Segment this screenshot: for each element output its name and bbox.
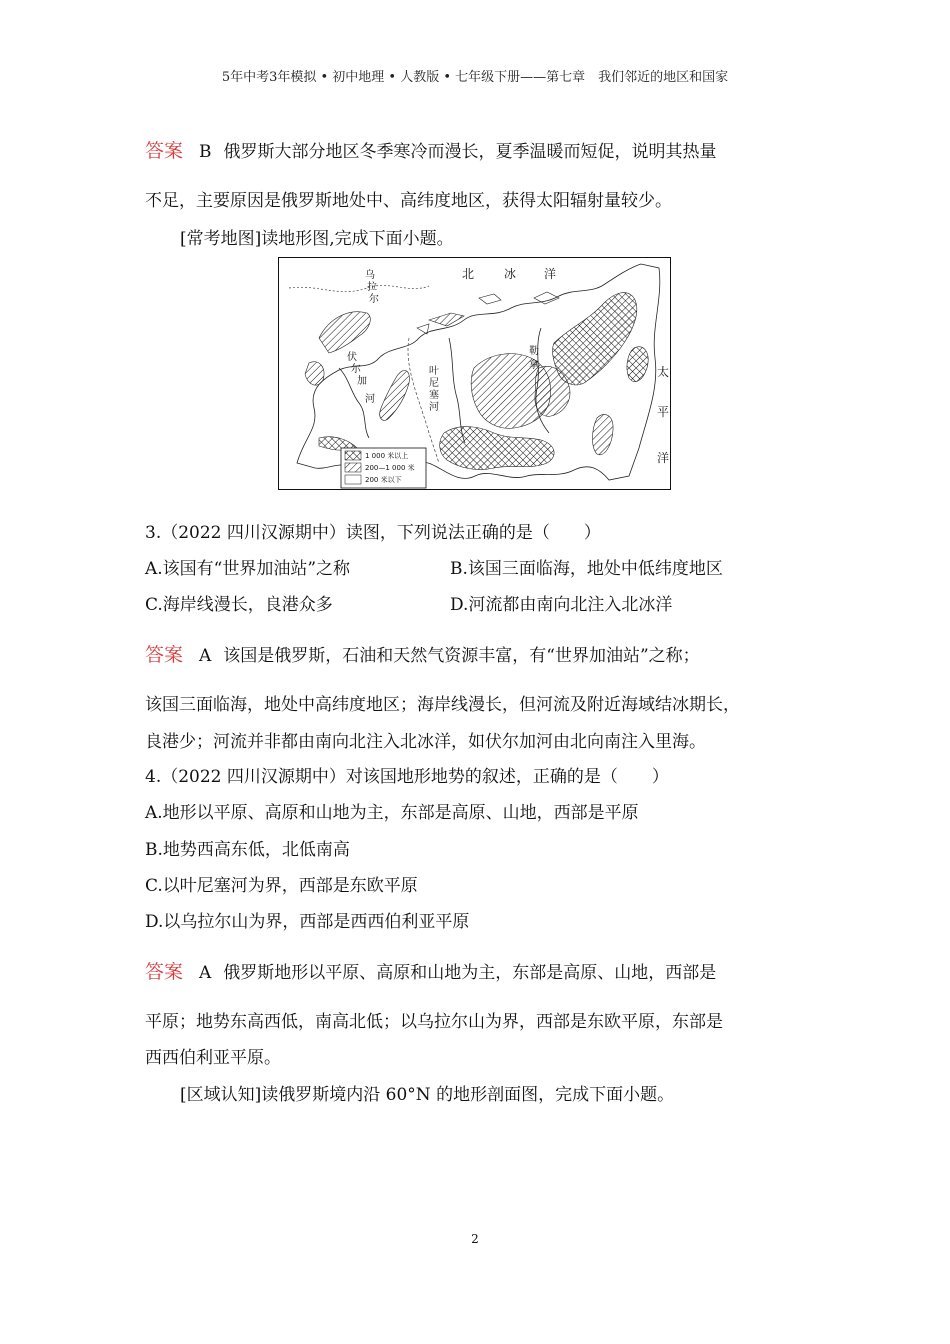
a3-line3: 良港少；河流并非都由南向北注入北冰洋，如伏尔加河由北向南注入里海。 [145, 732, 706, 752]
answer-letter: A [199, 963, 212, 983]
q4-option-d: D.以乌拉尔山为界，西部是西西伯利亚平原 [145, 912, 470, 932]
intro-profile: [区域认知]读俄罗斯境内沿 60°N 的地形剖面图，完成下面小题。 [180, 1085, 675, 1105]
a4-line3: 西西伯利亚平原。 [145, 1048, 281, 1068]
legend-high: 1 000 米以上 [365, 452, 409, 460]
label-volga-3: 加 [357, 376, 367, 387]
label-lena-2: 拿 [529, 360, 539, 371]
label-lena-1: 勒 [529, 346, 539, 357]
label-volga-1: 伏 [347, 352, 357, 363]
a4-line2: 平原；地势东高西低，南高北低；以乌拉尔山为界，西部是东欧平原，东部是 [145, 1012, 723, 1032]
label-pacific-ping: 平 [657, 405, 670, 419]
legend-swatch-high [345, 451, 361, 460]
q3-option-a: A.该国有“世界加油站”之称 [145, 559, 351, 579]
a3-line2: 该国三面临海，地处中高纬度地区；海岸线漫长，但河流及附近海域结冰期长， [145, 695, 740, 715]
legend-swatch-mid [345, 463, 361, 472]
q4-stem: 4.（2022 四川汉源期中）对该国地形地势的叙述，正确的是（ ） [145, 767, 669, 787]
label-volga-2: 尔 [351, 364, 361, 375]
q4-option-c: C.以叶尼塞河为界，西部是东欧平原 [145, 876, 418, 896]
q3-option-c: C.海岸线漫长，良港众多 [145, 595, 333, 615]
russia-terrain-map [278, 257, 671, 490]
label-pacific-tai: 太 [657, 365, 670, 379]
eastern-mountains [553, 293, 637, 385]
answer-label: 答案 [145, 140, 184, 162]
label-ural-2: 拉 [367, 282, 377, 293]
legend-swatch-low [345, 475, 361, 484]
label-pacific-yang: 洋 [657, 451, 670, 465]
page-number: 2 [471, 1232, 479, 1246]
q4-option-a: A.地形以平原、高原和山地为主，东部是高原、山地，西部是平原 [145, 803, 639, 823]
map-legend [341, 448, 426, 488]
a3-line1 [145, 644, 700, 667]
prev-answer-line1 [145, 140, 717, 163]
label-arctic-yang: 洋 [544, 267, 557, 281]
intro-map-reading: [常考地图]读地形图,完成下面小题。 [180, 229, 454, 249]
answer-label: 答案 [145, 644, 184, 666]
label-yenisei-2: 尼 [429, 378, 439, 389]
label-ural-3: 尔 [369, 294, 379, 305]
southern-mountains [440, 427, 554, 470]
label-volga-he: 河 [365, 394, 375, 405]
q4-option-b: B.地势西高东低，北低南高 [145, 840, 350, 860]
scandinavia-uplands [319, 312, 370, 353]
answer-letter: B [199, 142, 212, 162]
label-ural-1: 乌 [365, 270, 375, 281]
q3-stem: 3.（2022 四川汉源期中）读图，下列说法正确的是（ ） [145, 523, 601, 543]
answer-label: 答案 [145, 961, 184, 983]
q3-option-d: D.河流都由南向北注入北冰洋 [450, 595, 673, 615]
ural-mountains [380, 370, 410, 420]
label-yenisei-3: 塞 [429, 390, 439, 401]
label-arctic-bing: 冰 [504, 267, 517, 281]
answer-text: 俄罗斯地形以平原、高原和山地为主，东部是高原、山地，西部是 [223, 963, 717, 983]
prev-answer-line2: 不足，主要原因是俄罗斯地处中、高纬度地区，获得太阳辐射量较少。 [145, 191, 672, 211]
answer-text: 该国是俄罗斯，石油和天然气资源丰富，有“世界加油站”之称； [223, 646, 700, 666]
answer-text: 俄罗斯大部分地区冬季寒冷而漫长，夏季温暖而短促，说明其热量 [223, 142, 717, 162]
legend-low: 200 米以下 [365, 476, 402, 484]
label-yenisei-4: 河 [429, 402, 439, 413]
page-header: 5年中考3年模拟 • 初中地理 • 人教版 • 七年级下册——第七章 我们邻近的地区和国家 [221, 70, 729, 85]
legend-mid: 200—1 000 米 [365, 464, 415, 472]
label-arctic-bei: 北 [462, 267, 475, 281]
q3-option-b: B.该国三面临海，地处中低纬度地区 [450, 559, 723, 579]
label-yenisei-1: 叶 [429, 366, 439, 377]
answer-letter: A [199, 646, 212, 666]
a4-line1 [145, 961, 716, 984]
